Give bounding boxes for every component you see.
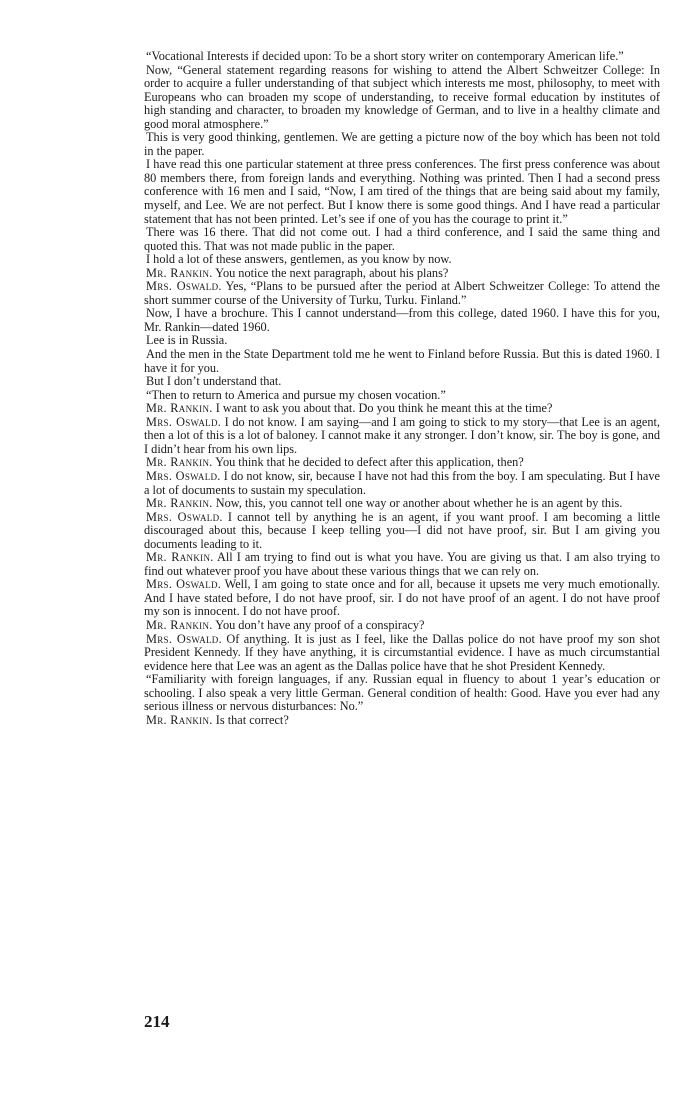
paragraph: [144, 416, 660, 457]
document-body: [144, 50, 660, 727]
paragraph: [144, 253, 660, 267]
paragraph: [144, 131, 660, 158]
paragraph-text: I hold a lot of these answers, gentlemen, as you know by now.: [146, 252, 452, 267]
paragraph-text: You notice the next paragraph, about his plans?: [212, 265, 449, 280]
paragraph: [144, 280, 660, 307]
paragraph-text: I cannot tell by anything he is an agent, if you want proof. I am becoming a little discouraged about this, because I keep telling you—I did not have proof, sir. But I am giving you documents leading to it.: [144, 509, 660, 551]
speaker-label: Mrs. Oswald.: [146, 631, 222, 646]
paragraph-text: Well, I am going to state once and for all, because it upsets me very much emotionally. And I have stated before, I do not have proof, sir. I do not have proof of an agent. I do not have proof my son is innocent. I do not have proof.: [144, 577, 660, 619]
paragraph-text: “Familiarity with foreign languages, if any. Russian equal in fluency to about 1 year’s education or schooling. I also speak a very little German. General condition of health: Good. Have you ever had any serious illness or nervous disturbances: No.”: [144, 672, 660, 714]
paragraph-text: You think that he decided to defect after this application, then?: [212, 455, 524, 470]
speaker-label: Mrs. Oswald.: [146, 414, 222, 429]
paragraph: [144, 511, 660, 552]
paragraph-text: Now, “General statement regarding reasons for wishing to attend the Albert Schweitzer College: In order to acquire a fuller understanding of that subject which interests me most, philosophy, to meet with Europeans who can broaden my scope of understanding, to receive formal education by institutes of high standing and character, to broaden my knowledge of German, and to live in a healthy climate and good moral atmosphere.”: [144, 62, 660, 131]
speaker-label: Mr. Rankin.: [146, 712, 213, 727]
paragraph-text: All I am trying to find out is what you have. You are giving us that. I am also trying to find out whatever proof you have about these various things that we can rely on.: [144, 550, 660, 578]
paragraph-text: You don’t have any proof of a conspiracy?: [212, 617, 425, 632]
paragraph: [144, 470, 660, 497]
speaker-label: Mr. Rankin.: [146, 401, 213, 416]
paragraph: [144, 456, 660, 470]
speaker-label: Mr. Rankin.: [146, 617, 213, 632]
paragraph-text: I do not know. I am saying—and I am going to stick to my story—that Lee is an agent, then a lot of this is a lot of baloney. I cannot make it any stronger. I don’t know, sir. The boy is gone, and I didn’t hear from his own lips.: [144, 414, 660, 456]
speaker-label: Mrs. Oswald.: [146, 279, 222, 294]
speaker-label: Mrs. Oswald.: [146, 509, 223, 524]
paragraph: [144, 619, 660, 633]
page-number: 214: [144, 1012, 170, 1031]
paragraph: [144, 578, 660, 619]
paragraph-text: Now, this, you cannot tell one way or another about whether he is an agent by this.: [212, 496, 623, 511]
paragraph: [144, 673, 660, 714]
paragraph-text: There was 16 there. That did not come out. I had a third conference, and I said the same thing and quoted this. That was not made public in the paper.: [144, 225, 660, 253]
paragraph: [144, 64, 660, 132]
paragraph-text: And the men in the State Department told me he went to Finland before Russia. But this is dated 1960. I have it for you.: [144, 347, 660, 375]
paragraph: [144, 633, 660, 674]
speaker-label: Mr. Rankin.: [146, 550, 214, 565]
paragraph: [144, 497, 660, 511]
paragraph: [144, 267, 660, 281]
paragraph-text: Yes, “Plans to be pursued after the period at Albert Schweitzer College: To attend the short summer course of the University of Turku, Turku. Finland.”: [144, 279, 660, 307]
paragraph-text: I want to ask you about that. Do you think he meant this at the time?: [212, 401, 553, 416]
paragraph-text: Is that correct?: [212, 712, 289, 727]
paragraph-text: Now, I have a brochure. This I cannot understand—from this college, dated 1960. I have this for you, Mr. Rankin—dated 1960.: [144, 306, 660, 334]
paragraph: [144, 50, 660, 64]
speaker-label: Mrs. Oswald.: [146, 468, 221, 483]
speaker-label: Mr. Rankin.: [146, 496, 213, 511]
paragraph-text: Lee is in Russia.: [146, 333, 228, 348]
speaker-label: Mr. Rankin.: [146, 265, 213, 280]
paragraph-text: “Vocational Interests if decided upon: To be a short story writer on contemporary American life.”: [146, 49, 624, 63]
paragraph: [144, 402, 660, 416]
paragraph-text: But I don’t understand that.: [146, 374, 282, 389]
paragraph-text: “Then to return to America and pursue my chosen vocation.”: [146, 387, 446, 402]
paragraph: [144, 714, 660, 728]
paragraph: [144, 375, 660, 389]
paragraph-text: Of anything. It is just as I feel, like the Dallas police do not have proof my son shot President Kennedy. If they have anything, it is circumstantial evidence. I have as much circumstantial evidence here that Lee was an agent as the Dallas police have that he shot President Kennedy.: [144, 631, 660, 673]
paragraph-text: I have read this one particular statement at three press conferences. The first press conference was about 80 members there, from foreign lands and everything. Nothing was printed. Then I had a second press conference with 16 men and I said, “Now, I am tired of the things that are being said about my family, myself, and Lee. We are not perfect. But I know there is some good things. And I have read a particular statement that has not been printed. Let’s see if one of you has the courage to print it.”: [144, 157, 660, 226]
paragraph: [144, 389, 660, 403]
paragraph: [144, 348, 660, 375]
paragraph: [144, 158, 660, 226]
paragraph: [144, 551, 660, 578]
paragraph: [144, 307, 660, 334]
paragraph-text: This is very good thinking, gentlemen. We are getting a picture now of the boy which has been not told in the paper.: [144, 130, 660, 158]
speaker-label: Mr. Rankin.: [146, 455, 213, 470]
paragraph-text: I do not know, sir, because I have not had this from the boy. I am speculating. But I have a lot of documents to sustain my speculation.: [144, 468, 660, 497]
paragraph: [144, 226, 660, 253]
paragraph: [144, 334, 660, 348]
speaker-label: Mrs. Oswald.: [146, 577, 222, 592]
